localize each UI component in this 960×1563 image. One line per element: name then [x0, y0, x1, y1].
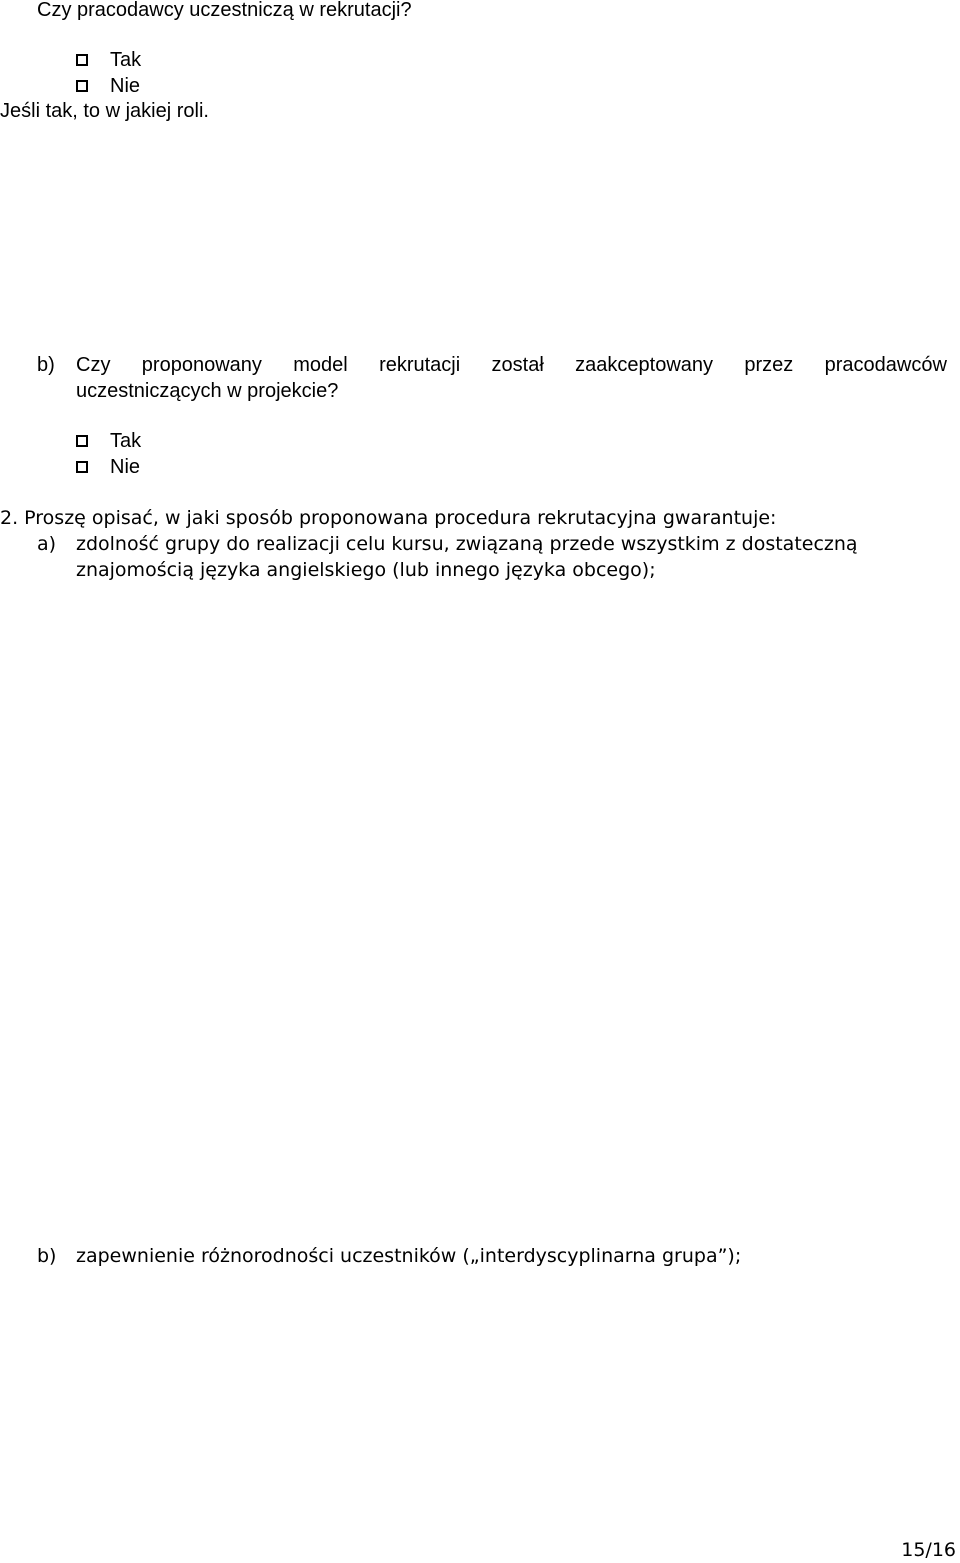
q2b-marker: b) [37, 1245, 57, 1267]
word: proponowany [141, 354, 262, 376]
q1-followup-text: Jeśli tak, to w jakiej roli. [0, 100, 209, 122]
q2a-text-line-1: zdolność grupy do realizacji celu kursu, związaną przede wszystkim z dostateczną [76, 533, 858, 555]
checkbox-icon[interactable] [76, 54, 88, 66]
page-number: 15/16 [901, 1539, 956, 1561]
q2-heading: 2. Proszę opisać, w jaki sposób proponowana procedura rekrutacyjna gwarantuje: [0, 507, 777, 529]
q1b-marker: b) [37, 354, 55, 376]
word: pracodawców [824, 354, 947, 376]
option-label: Nie [110, 456, 141, 478]
word: zaakceptowany [575, 354, 714, 376]
q1b-question-line-2: uczestniczących w projekcie? [76, 380, 339, 402]
q2b-text: zapewnienie różnorodności uczestników („interdyscyplinarna grupa”); [76, 1245, 742, 1267]
checkbox-icon[interactable] [76, 461, 88, 473]
checkbox-icon[interactable] [76, 80, 88, 92]
q1b-question-line-1 [76, 352, 947, 378]
word: został [491, 354, 544, 376]
question-1-text: Czy pracodawcy uczestniczą w rekrutacji? [37, 0, 412, 21]
q1b-option-tak[interactable] [76, 428, 141, 454]
q2a-marker: a) [37, 533, 57, 555]
word: przez [744, 354, 794, 376]
word: model [293, 354, 348, 376]
word: Czy [76, 354, 111, 376]
q1b-option-nie[interactable] [76, 454, 140, 480]
q1-option-tak[interactable] [76, 47, 141, 73]
option-label: Tak [110, 49, 142, 71]
word: rekrutacji [379, 354, 461, 376]
option-label: Nie [110, 75, 141, 97]
q2a-text-line-2: znajomością języka angielskiego (lub innego języka obcego); [76, 559, 656, 581]
q1-option-nie[interactable] [76, 73, 140, 99]
checkbox-icon[interactable] [76, 435, 88, 447]
option-label: Tak [110, 430, 142, 452]
